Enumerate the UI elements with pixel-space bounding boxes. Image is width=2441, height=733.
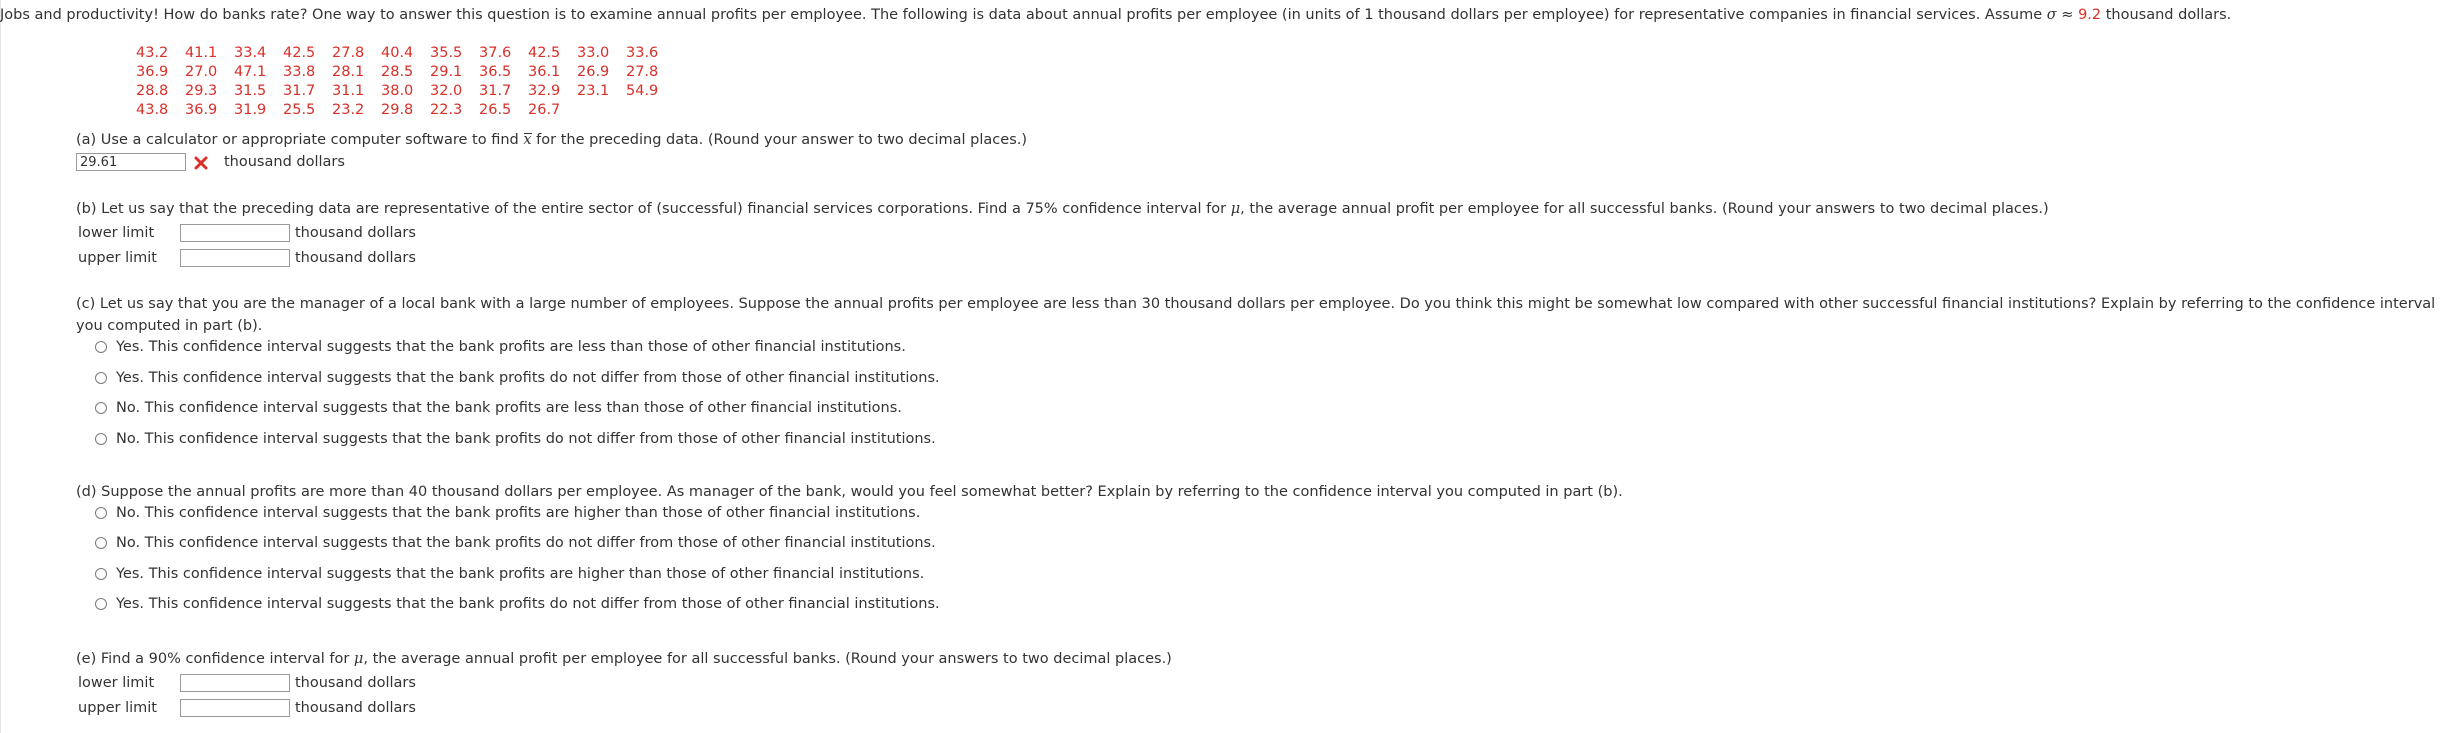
part-c-option-4-label[interactable]: No. This confidence interval suggests that the bank profits do not differ from those of other financial institutions. <box>116 431 936 447</box>
part-b-lower-label: lower limit <box>78 225 155 241</box>
part-b-text: (b) Let us say that the preceding data are representative of the entire sector of (successful) financial services corporations. Find a 75% confidence interval for <box>76 201 1227 217</box>
part-b-question <box>76 200 2049 218</box>
part-e-question <box>76 650 1172 668</box>
data-value: 37.6 <box>479 45 512 61</box>
part-e-lower-input[interactable] <box>180 674 290 692</box>
data-value: 42.5 <box>528 45 561 61</box>
part-b-upper-input[interactable] <box>180 249 290 267</box>
intro-text-end: thousand dollars. <box>2105 7 2232 23</box>
part-d-option-1-radio[interactable] <box>95 507 107 519</box>
data-value: 27.0 <box>185 64 218 80</box>
part-a-question <box>76 131 1027 149</box>
data-value: 33.6 <box>626 45 659 61</box>
part-d-option-4-radio[interactable] <box>95 598 107 610</box>
data-value: 41.1 <box>185 45 218 61</box>
data-value: 47.1 <box>234 64 267 80</box>
part-c-question-line2: you computed in part (b). <box>76 318 263 334</box>
data-value: 26.7 <box>528 102 561 118</box>
data-value: 33.0 <box>577 45 610 61</box>
part-c-option-1-radio[interactable] <box>95 341 107 353</box>
part-c-option-2-label[interactable]: Yes. This confidence interval suggests that the bank profits do not differ from those of other financial institutions. <box>116 370 940 386</box>
left-border <box>0 0 1 733</box>
part-d-option-2-radio[interactable] <box>95 537 107 549</box>
part-b-upper-unit: thousand dollars <box>295 250 416 266</box>
data-value: 31.7 <box>479 83 512 99</box>
part-d-option-2-label[interactable]: No. This confidence interval suggests that the bank profits do not differ from those of other financial institutions. <box>116 535 936 551</box>
data-value: 28.8 <box>136 83 169 99</box>
sigma-symbol: σ <box>2046 7 2057 23</box>
data-value: 26.9 <box>577 64 610 80</box>
part-c-option-4-radio[interactable] <box>95 433 107 445</box>
part-c-option-3-radio[interactable] <box>95 402 107 414</box>
data-value: 32.9 <box>528 83 561 99</box>
data-value: 29.1 <box>430 64 463 80</box>
part-e-upper-unit: thousand dollars <box>295 700 416 716</box>
data-value: 28.1 <box>332 64 365 80</box>
part-d-option-4-label[interactable]: Yes. This confidence interval suggests that the bank profits do not differ from those of other financial institutions. <box>116 596 940 612</box>
part-e-text-end: , the average annual profit per employee for all successful banks. (Round your answers to two decimal places.) <box>363 651 1172 667</box>
data-value: 29.8 <box>381 102 414 118</box>
part-c-option-1-label[interactable]: Yes. This confidence interval suggests that the bank profits are less than those of other financial institutions. <box>116 339 906 355</box>
part-a-text-end: for the preceding data. (Round your answer to two decimal places.) <box>536 132 1028 148</box>
sigma-value: 9.2 <box>2078 7 2102 23</box>
data-row <box>136 101 577 119</box>
part-a-answer-input[interactable] <box>76 153 186 171</box>
part-a-unit: thousand dollars <box>224 154 345 170</box>
data-value: 29.3 <box>185 83 218 99</box>
data-value: 33.4 <box>234 45 267 61</box>
data-value: 40.4 <box>381 45 414 61</box>
part-c-option-3-label[interactable]: No. This confidence interval suggests that the bank profits are less than those of other financial institutions. <box>116 400 902 416</box>
xbar-symbol: x <box>523 132 532 148</box>
incorrect-x-icon <box>194 156 208 170</box>
data-value: 31.9 <box>234 102 267 118</box>
part-d-option-3-radio[interactable] <box>95 568 107 580</box>
part-b-lower-input[interactable] <box>180 224 290 242</box>
part-d-option-1-label[interactable]: No. This confidence interval suggests that the bank profits are higher than those of other financial institutions. <box>116 505 921 521</box>
data-value: 36.9 <box>185 102 218 118</box>
data-value: 23.1 <box>577 83 610 99</box>
data-value: 28.5 <box>381 64 414 80</box>
approx-symbol: ≈ <box>2061 7 2074 23</box>
data-value: 36.1 <box>528 64 561 80</box>
data-value: 23.2 <box>332 102 365 118</box>
mu-symbol: μ <box>1230 201 1241 217</box>
data-value: 31.7 <box>283 83 316 99</box>
data-value: 36.9 <box>136 64 169 80</box>
problem-intro <box>0 6 2231 24</box>
data-value: 42.5 <box>283 45 316 61</box>
intro-text: Jobs and productivity! How do banks rate? One way to answer this question is to examine annual profits per employee. The following is data about annual profits per employee (in units of 1 thousand dollars per employee) for representative companies in financial services. Assume <box>0 7 2043 23</box>
data-value: 22.3 <box>430 102 463 118</box>
part-d-option-3-label[interactable]: Yes. This confidence interval suggests that the bank profits are higher than those of other financial institutions. <box>116 566 925 582</box>
data-value: 27.8 <box>626 64 659 80</box>
data-value: 31.1 <box>332 83 365 99</box>
data-value: 54.9 <box>626 83 659 99</box>
mu-symbol: μ <box>353 651 364 667</box>
part-b-lower-unit: thousand dollars <box>295 225 416 241</box>
part-c-question-line1: (c) Let us say that you are the manager of a local bank with a large number of employees. Suppose the annual profits per employee are less than 30 thousand dollars per employee. Do you think this might be somewhat low compared with other successful financial institutions? Explain by referring to the confidence interval <box>76 296 2436 312</box>
data-value: 43.2 <box>136 45 169 61</box>
data-row <box>136 82 675 100</box>
data-value: 25.5 <box>283 102 316 118</box>
part-e-text: (e) Find a 90% confidence interval for <box>76 651 350 667</box>
data-value: 36.5 <box>479 64 512 80</box>
part-e-upper-label: upper limit <box>78 700 157 716</box>
data-value: 43.8 <box>136 102 169 118</box>
data-value: 26.5 <box>479 102 512 118</box>
data-value: 31.5 <box>234 83 267 99</box>
part-b-text-end: , the average annual profit per employee for all successful banks. (Round your answers to two decimal places.) <box>1240 201 2049 217</box>
part-a-text: (a) Use a calculator or appropriate computer software to find <box>76 132 519 148</box>
data-row <box>136 44 675 62</box>
data-row <box>136 63 675 81</box>
part-c-option-2-radio[interactable] <box>95 372 107 384</box>
part-e-upper-input[interactable] <box>180 699 290 717</box>
data-value: 33.8 <box>283 64 316 80</box>
part-d-question: (d) Suppose the annual profits are more than 40 thousand dollars per employee. As manager of the bank, would you feel somewhat better? Explain by referring to the confidence interval you computed in part (b). <box>76 484 1623 500</box>
part-b-upper-label: upper limit <box>78 250 157 266</box>
data-value: 38.0 <box>381 83 414 99</box>
data-value: 32.0 <box>430 83 463 99</box>
data-value: 27.8 <box>332 45 365 61</box>
part-e-lower-label: lower limit <box>78 675 155 691</box>
data-value: 35.5 <box>430 45 463 61</box>
part-e-lower-unit: thousand dollars <box>295 675 416 691</box>
